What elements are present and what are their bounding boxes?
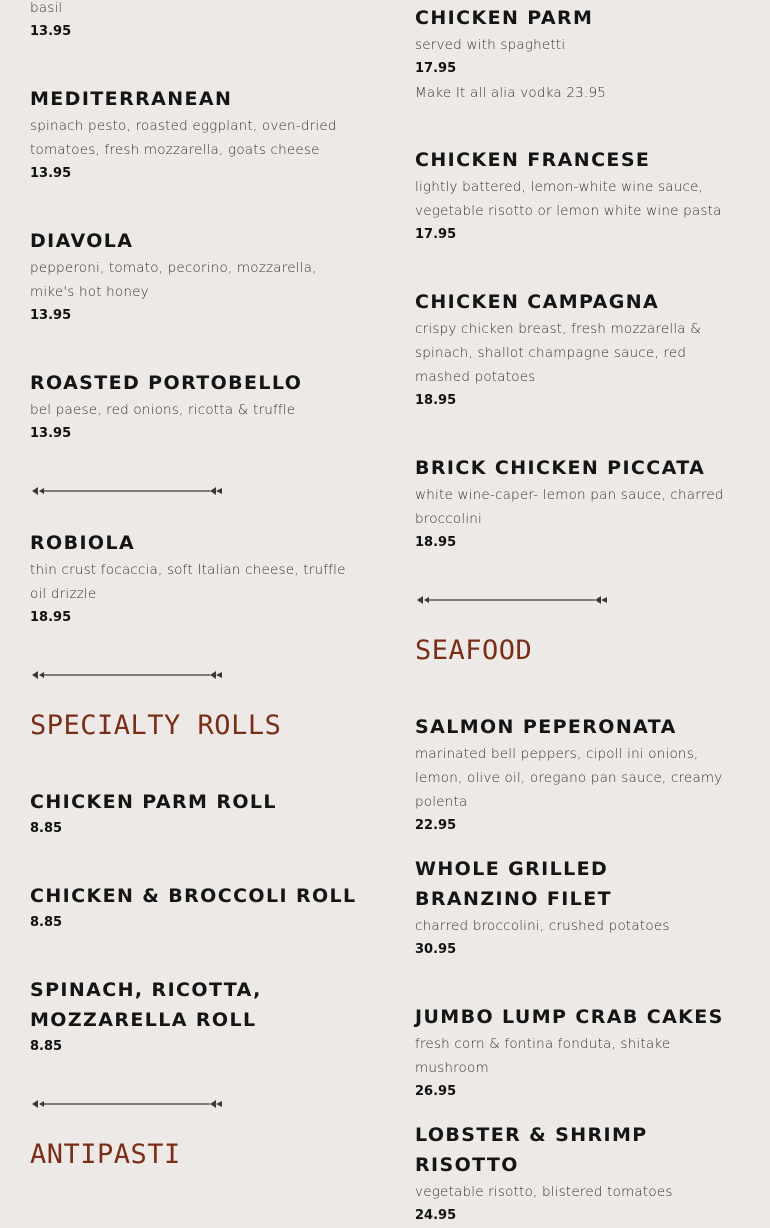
divider-icon [30, 669, 224, 681]
item-price: 13.95 [30, 426, 72, 441]
item-title: CHICKEN FRANCESE [415, 149, 651, 171]
menu-item-mediterranean [30, 84, 360, 186]
menu-item-robiola [30, 528, 360, 630]
menu-item-chicken-broccoli-roll [30, 881, 360, 935]
item-price: 8.85 [30, 1039, 63, 1054]
item-description: marinated bell peppers, cipoll ini onions, lemon, olive oil, oregano pan sauce, creamy polenta [415, 746, 723, 810]
item-title: WHOLE GRILLED BRANZINO FILET [415, 858, 612, 910]
item-title: SPINACH, RICOTTA, MOZZARELLA ROLL [30, 979, 262, 1031]
item-description: charred broccolini, crushed potatoes [415, 918, 670, 934]
item-description: spinach pesto, roasted eggplant, oven-dried tomatoes, fresh mozzarella, goats cheese [30, 118, 337, 158]
item-title: BRICK CHICKEN PICCATA [415, 457, 706, 479]
item-price: 17.95 [415, 227, 457, 242]
menu-item-spinach-roll [30, 975, 290, 1059]
item-price: 26.95 [415, 1084, 457, 1099]
menu-item-crab-cakes [415, 1002, 745, 1104]
item-title: CHICKEN PARM [415, 7, 594, 29]
item-title: LOBSTER & SHRIMP RISOTTO [415, 1124, 648, 1176]
item-price: 24.95 [415, 1208, 457, 1223]
menu-item-chicken-parm-roll [30, 787, 360, 841]
menu-item-lobster-risotto [415, 1120, 745, 1228]
item-description: pepperoni, tomato, pecorino, mozzarella, mike's hot honey [30, 260, 317, 300]
menu-item-brick-chicken-piccata [415, 453, 745, 555]
divider-icon [30, 485, 224, 497]
item-price: 13.95 [30, 308, 72, 323]
item-price: 8.85 [30, 915, 63, 930]
menu-item-portobello [30, 368, 360, 446]
item-title: CHICKEN CAMPAGNA [415, 291, 660, 313]
divider-icon [30, 1098, 224, 1110]
item-price: 18.95 [30, 610, 72, 625]
item-title: ROBIOLA [30, 532, 136, 554]
menu-item-chicken-parm [415, 3, 745, 105]
item-price: 18.95 [415, 393, 457, 408]
item-description: vegetable risotto, blistered tomatoes [415, 1184, 673, 1200]
item-title: CHICKEN PARM ROLL [30, 791, 277, 813]
menu-item-salmon-peperonata [415, 712, 745, 838]
item-price: 30.95 [415, 942, 457, 957]
item-title: MEDITERRANEAN [30, 88, 233, 110]
item-description: lightly battered, lemon-white wine sauce, vegetable risotto or lemon white wine pasta [415, 179, 722, 219]
menu-item-chicken-francese [415, 145, 745, 247]
item-title: DIAVOLA [30, 230, 134, 252]
item-title: JUMBO LUMP CRAB CAKES [415, 1006, 724, 1028]
item-price: 18.95 [415, 535, 457, 550]
item-price: 13.95 [30, 166, 72, 181]
item-description: basil [30, 0, 63, 16]
menu-item-chicken-campagna [415, 287, 745, 413]
section-title-antipasti: ANTIPASTI [30, 1139, 181, 1170]
item-description: white wine-caper- lemon pan sauce, charred broccolini [415, 487, 724, 527]
item-description: bel paese, red onions, ricotta & truffle [30, 402, 296, 418]
item-description: served with spaghetti [415, 37, 566, 53]
item-title: SALMON PEPERONATA [415, 716, 677, 738]
item-description: fresh corn & fontina fonduta, shitake mushroom [415, 1036, 671, 1076]
item-price: 17.95 [415, 61, 457, 76]
item-price: 8.85 [30, 821, 63, 836]
item-title: ROASTED PORTOBELLO [30, 372, 303, 394]
item-title: CHICKEN & BROCCOLI ROLL [30, 885, 357, 907]
section-title-specialty-rolls: SPECIALTY ROLLS [30, 710, 282, 741]
menu-item-diavola [30, 226, 360, 328]
item-note: Make It all alia vodka 23.95 [415, 85, 607, 101]
item-description: thin crust focaccia, soft Italian cheese, truffle oil drizzle [30, 562, 346, 602]
item-description: crispy chicken breast, fresh mozzarella & spinach, shallot champagne sauce, red mashed potatoes [415, 321, 701, 385]
item-price: 22.95 [415, 818, 457, 833]
item-price: 13.95 [30, 24, 72, 39]
menu-item-branzino [415, 854, 725, 962]
divider-icon [415, 594, 609, 606]
section-title-seafood: SEAFOOD [415, 635, 533, 666]
